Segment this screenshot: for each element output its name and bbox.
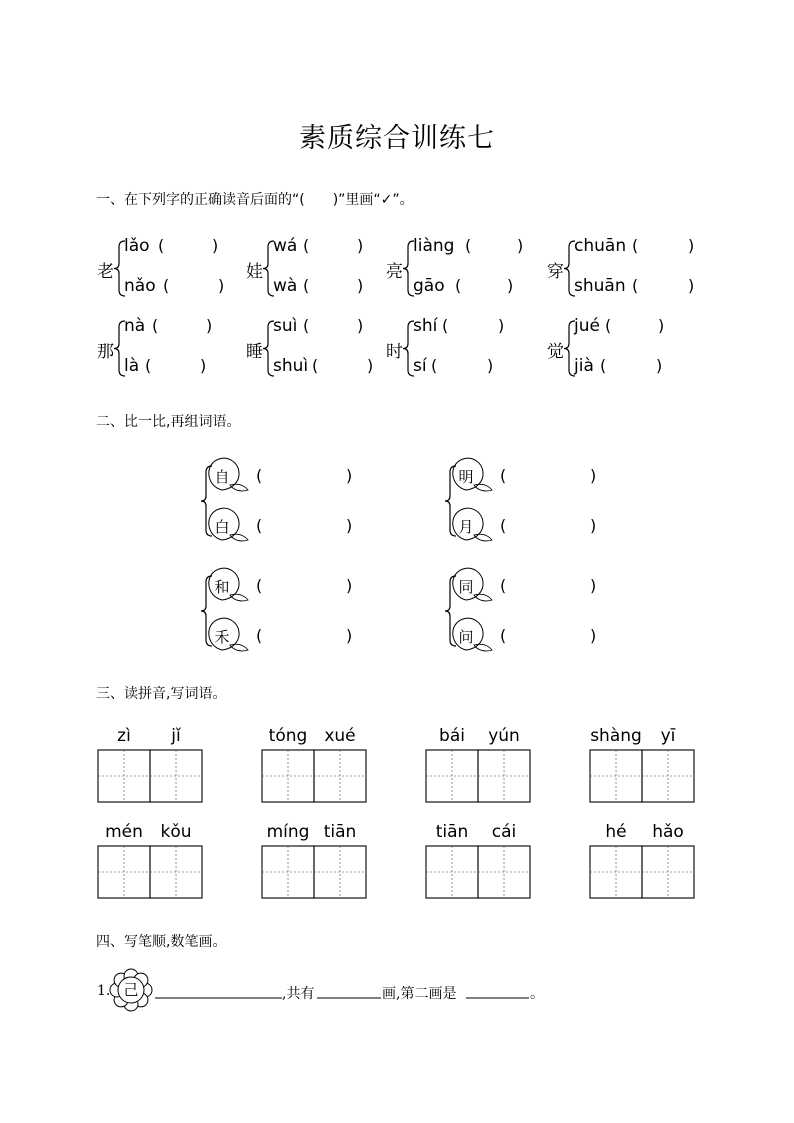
answer-paren-close: ) [507,276,514,295]
pinyin-option: wà [273,276,298,296]
answer-paren-open: ( [500,626,507,645]
compare-character: 明 [458,468,474,486]
compare-character: 月 [458,518,474,536]
question-number: 1. [97,983,111,999]
pinyin-option: jià [574,356,594,376]
pinyin-syllable: shàng [590,726,642,746]
question-text: 。 [530,986,544,1002]
stroke-character: 己 [123,981,139,999]
answer-paren-close: ) [656,356,663,375]
answer-paren-open: ( [431,356,438,375]
answer-paren-close: ) [346,466,353,485]
target-character: 亮 [386,262,403,282]
question-text: 画,第二画是 [382,986,457,1002]
pinyin-syllable: cái [491,822,517,842]
answer-paren-open: ( [500,576,507,595]
pinyin-syllable: xué [324,726,356,746]
pinyin-option: là [124,356,140,376]
pinyin-syllable: jǐ [171,726,181,746]
section2-heading: 二、比一比,再组词语。 [96,414,241,430]
answer-paren-open: ( [163,276,170,295]
answer-paren-close: ) [357,236,364,255]
answer-paren-open: ( [600,356,607,375]
pinyin-syllable: hé [605,822,627,842]
compare-character: 同 [458,578,474,596]
answer-paren-open: ( [500,516,507,535]
target-character: 时 [386,342,403,362]
target-character: 觉 [547,342,564,362]
answer-paren-open: ( [465,236,472,255]
answer-paren-close: ) [357,276,364,295]
pinyin-syllable: yī [660,726,676,746]
answer-paren-open: ( [632,236,639,255]
target-character: 老 [97,262,114,282]
answer-paren-close: ) [590,576,597,595]
answer-paren-close: ) [357,316,364,335]
answer-paren-close: ) [498,316,505,335]
answer-paren-close: ) [590,466,597,485]
answer-paren-open: ( [303,316,310,335]
answer-paren-open: ( [303,236,310,255]
answer-paren-close: ) [688,276,695,295]
target-character: 那 [97,342,114,362]
answer-paren-close: ) [218,276,225,295]
answer-paren-open: ( [256,466,263,485]
pinyin-option: shuì [273,356,309,376]
pinyin-option: chuān [574,236,627,256]
answer-paren-open: ( [256,516,263,535]
answer-paren-close: ) [590,516,597,535]
pinyin-syllable: tóng [268,726,308,746]
pinyin-option: liàng [413,236,455,256]
answer-paren-close: ) [212,236,219,255]
answer-paren-close: ) [346,626,353,645]
pinyin-syllable: míng [266,822,310,842]
pinyin-syllable: hǎo [652,822,684,842]
pinyin-syllable: mén [105,822,143,842]
compare-character: 问 [458,628,474,646]
section3-heading: 三、读拼音,写词语。 [96,686,227,702]
answer-paren-close: ) [517,236,524,255]
target-character: 穿 [547,262,564,282]
compare-character: 白 [214,518,230,536]
answer-paren-open: ( [303,276,310,295]
pinyin-option: nǎo [124,276,156,296]
answer-paren-close: ) [200,356,207,375]
answer-paren-close: ) [658,316,665,335]
answer-paren-close: ) [487,356,494,375]
pinyin-option: lǎo [124,236,150,256]
pinyin-option: jué [574,316,600,336]
pinyin-option: nà [124,316,146,336]
answer-paren-open: ( [455,276,462,295]
answer-paren-open: ( [152,316,159,335]
answer-paren-close: ) [346,516,353,535]
page-title: 素质综合训练七 [299,123,495,154]
pinyin-option: shí [413,316,438,336]
pinyin-syllable: bái [439,726,465,746]
question-text: ,共有 [282,986,315,1002]
pinyin-option: gāo [413,276,445,296]
answer-paren-close: ) [206,316,213,335]
answer-paren-open: ( [312,356,319,375]
section4-heading: 四、写笔顺,数笔画。 [96,934,227,950]
answer-paren-close: ) [590,626,597,645]
target-character: 睡 [246,342,263,362]
answer-paren-open: ( [158,236,165,255]
pinyin-syllable: kǒu [160,822,192,842]
pinyin-option: sí [413,356,427,376]
answer-paren-open: ( [256,626,263,645]
answer-paren-close: ) [367,356,374,375]
answer-paren-close: ) [346,576,353,595]
answer-paren-open: ( [605,316,612,335]
answer-paren-open: ( [256,576,263,595]
section1-heading: 一、在下列字的正确读音后面的“( )”里画“✓”。 [96,192,414,208]
answer-paren-close: ) [688,236,695,255]
pinyin-syllable: yún [488,726,520,746]
pinyin-syllable: tiān [435,822,469,842]
answer-paren-open: ( [442,316,449,335]
pinyin-option: shuān [574,276,626,296]
target-character: 娃 [246,262,263,282]
answer-paren-open: ( [632,276,639,295]
compare-character: 禾 [214,628,230,646]
pinyin-option: wá [273,236,298,256]
compare-character: 自 [214,468,230,486]
answer-paren-open: ( [500,466,507,485]
pinyin-syllable: tiān [323,822,357,842]
answer-paren-open: ( [145,356,152,375]
pinyin-option: suì [273,316,298,336]
compare-character: 和 [214,578,230,596]
pinyin-syllable: zì [117,726,131,746]
